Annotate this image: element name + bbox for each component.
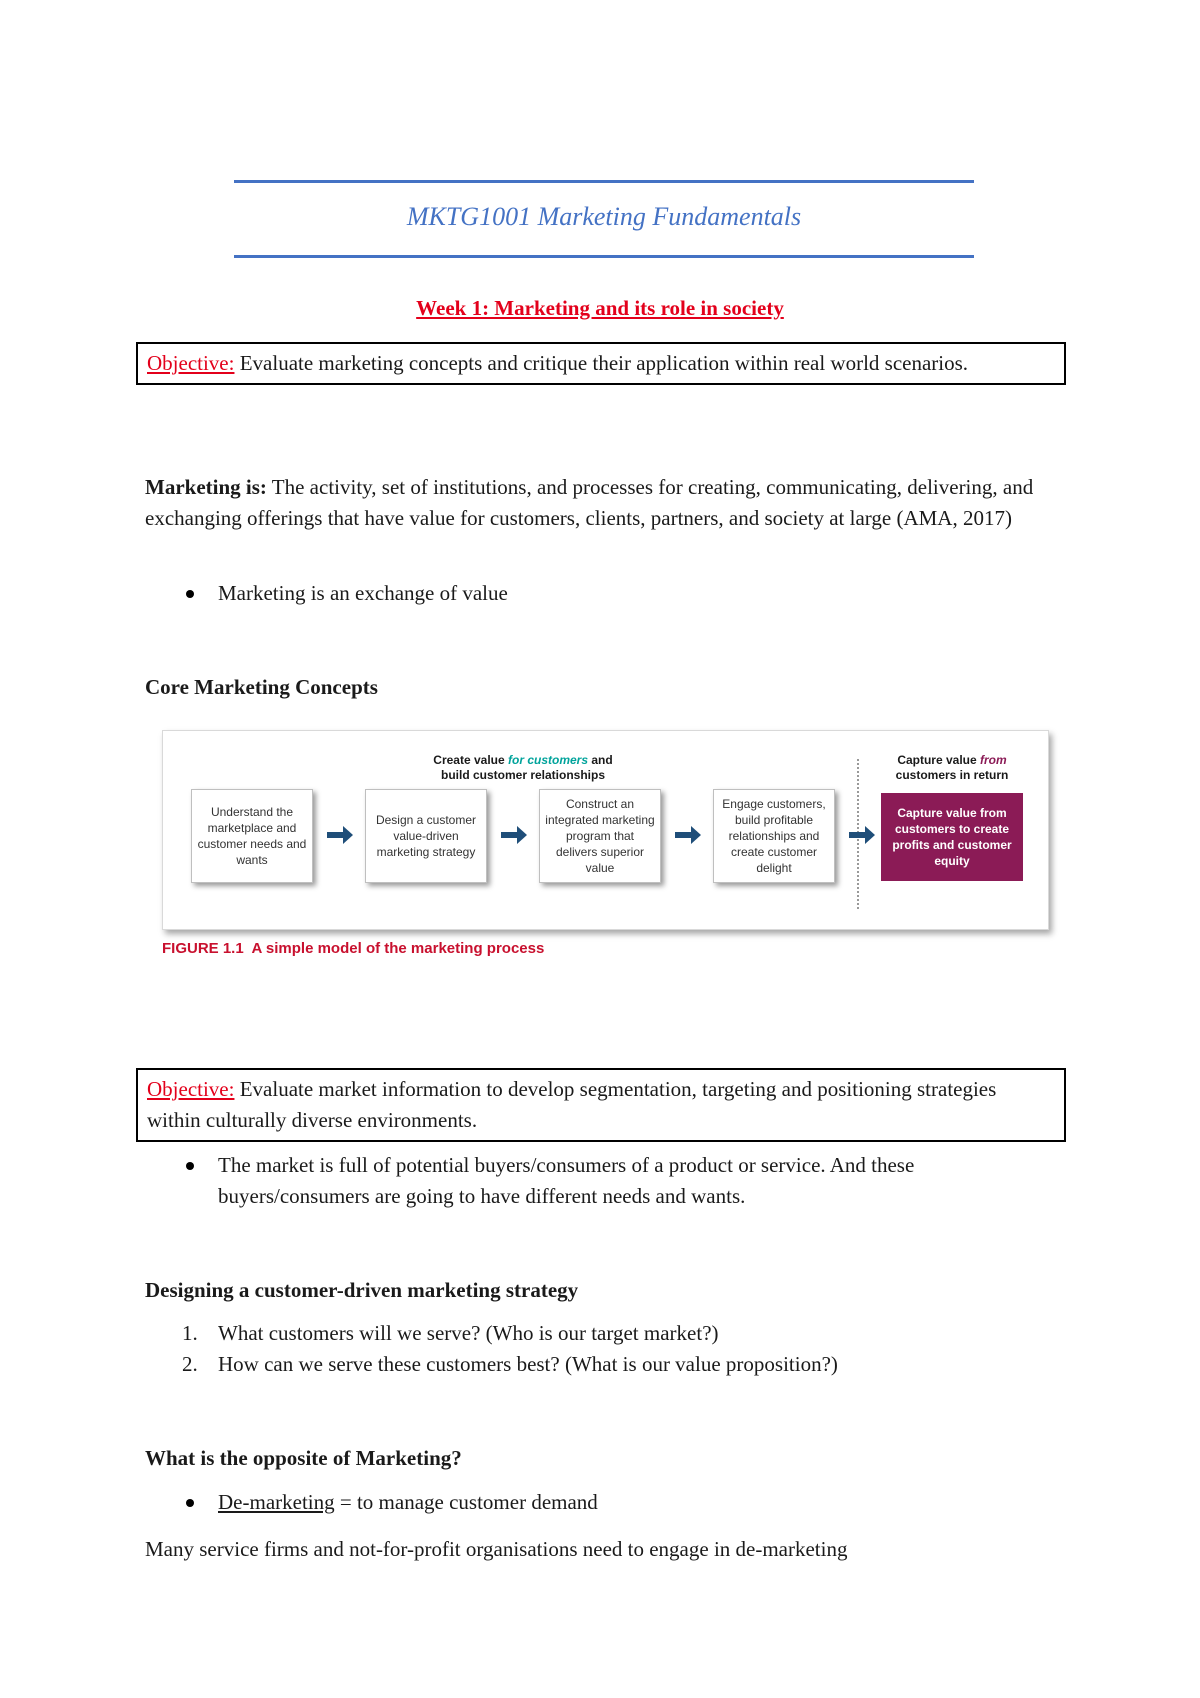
objective-text: Evaluate market information to develop segmentation, targeting and positioning strategies within culturally diverse environments.: [147, 1077, 997, 1132]
marketing-definition: [145, 472, 1045, 534]
bullet-icon: [186, 590, 194, 598]
bullet-item: [218, 1487, 1048, 1518]
title-bottom-rule: [234, 255, 974, 258]
demarketing-term: De-marketing: [218, 1490, 335, 1514]
arrow-right-icon: [325, 823, 355, 847]
objective-box-1: [136, 342, 1066, 385]
bullet-icon: [186, 1499, 194, 1507]
title-top-rule: [234, 180, 974, 183]
arrow-right-icon: [847, 823, 877, 847]
arrow-right-icon: [673, 823, 703, 847]
objective-label: Objective:: [147, 351, 235, 375]
bullet-item: Marketing is an exchange of value: [218, 581, 508, 605]
figure-header-capture: Capture value from customers in return: [895, 753, 1009, 782]
marketing-process-figure: [162, 730, 1049, 930]
figure-header-create: Create value for customers and build customer relationships: [433, 753, 613, 782]
list-item: What customers will we serve? (Who is our target market?): [218, 1321, 719, 1345]
section-heading-core-concepts: Core Marketing Concepts: [145, 675, 378, 699]
section-heading-strategy: Designing a customer-driven marketing strategy: [145, 1278, 579, 1302]
list-number: 2.: [182, 1352, 198, 1376]
arrow-right-icon: [499, 823, 529, 847]
figure-step-2: Design a customer value-driven marketing strategy: [365, 789, 487, 883]
closing-paragraph: Many service firms and not-for-profit organisations need to engage in de-marketing: [145, 1537, 848, 1561]
week-heading: Week 1: Marketing and its role in society: [416, 296, 784, 320]
figure-step-3: Construct an integrated marketing program that delivers superior value: [539, 789, 661, 883]
figure-step-4: Engage customers, build profitable relationships and create customer delight: [713, 789, 835, 883]
figure-step-1: Understand the marketplace and customer needs and wants: [191, 789, 313, 883]
section-heading-opposite: What is the opposite of Marketing?: [145, 1446, 462, 1470]
figure-caption: FIGURE 1.1 A simple model of the marketing process: [162, 940, 545, 957]
demarketing-text: = to manage customer demand: [334, 1490, 598, 1514]
bullet-item: The market is full of potential buyers/consumers of a product or service. And these buyers/consumers are going to have different needs and wants.: [218, 1153, 915, 1208]
objective-box-2: [136, 1068, 1066, 1142]
objective-label: Objective:: [147, 1077, 235, 1101]
list-number: 1.: [182, 1321, 198, 1345]
course-title: MKTG1001 Marketing Fundamentals: [406, 202, 802, 231]
definition-text: The activity, set of institutions, and processes for creating, communicating, delivering, and exchanging offerings that have value for customers, clients, partners, and society at large (AMA, 2017): [145, 475, 1034, 530]
bullet-icon: [186, 1162, 194, 1170]
list-item: How can we serve these customers best? (What is our value proposition?): [218, 1352, 838, 1376]
definition-term: Marketing is:: [145, 475, 267, 499]
figure-capture-box: Capture value from customers to create profits and customer equity: [881, 793, 1023, 881]
objective-text: Evaluate marketing concepts and critique their application within real world scenarios.: [234, 351, 969, 375]
